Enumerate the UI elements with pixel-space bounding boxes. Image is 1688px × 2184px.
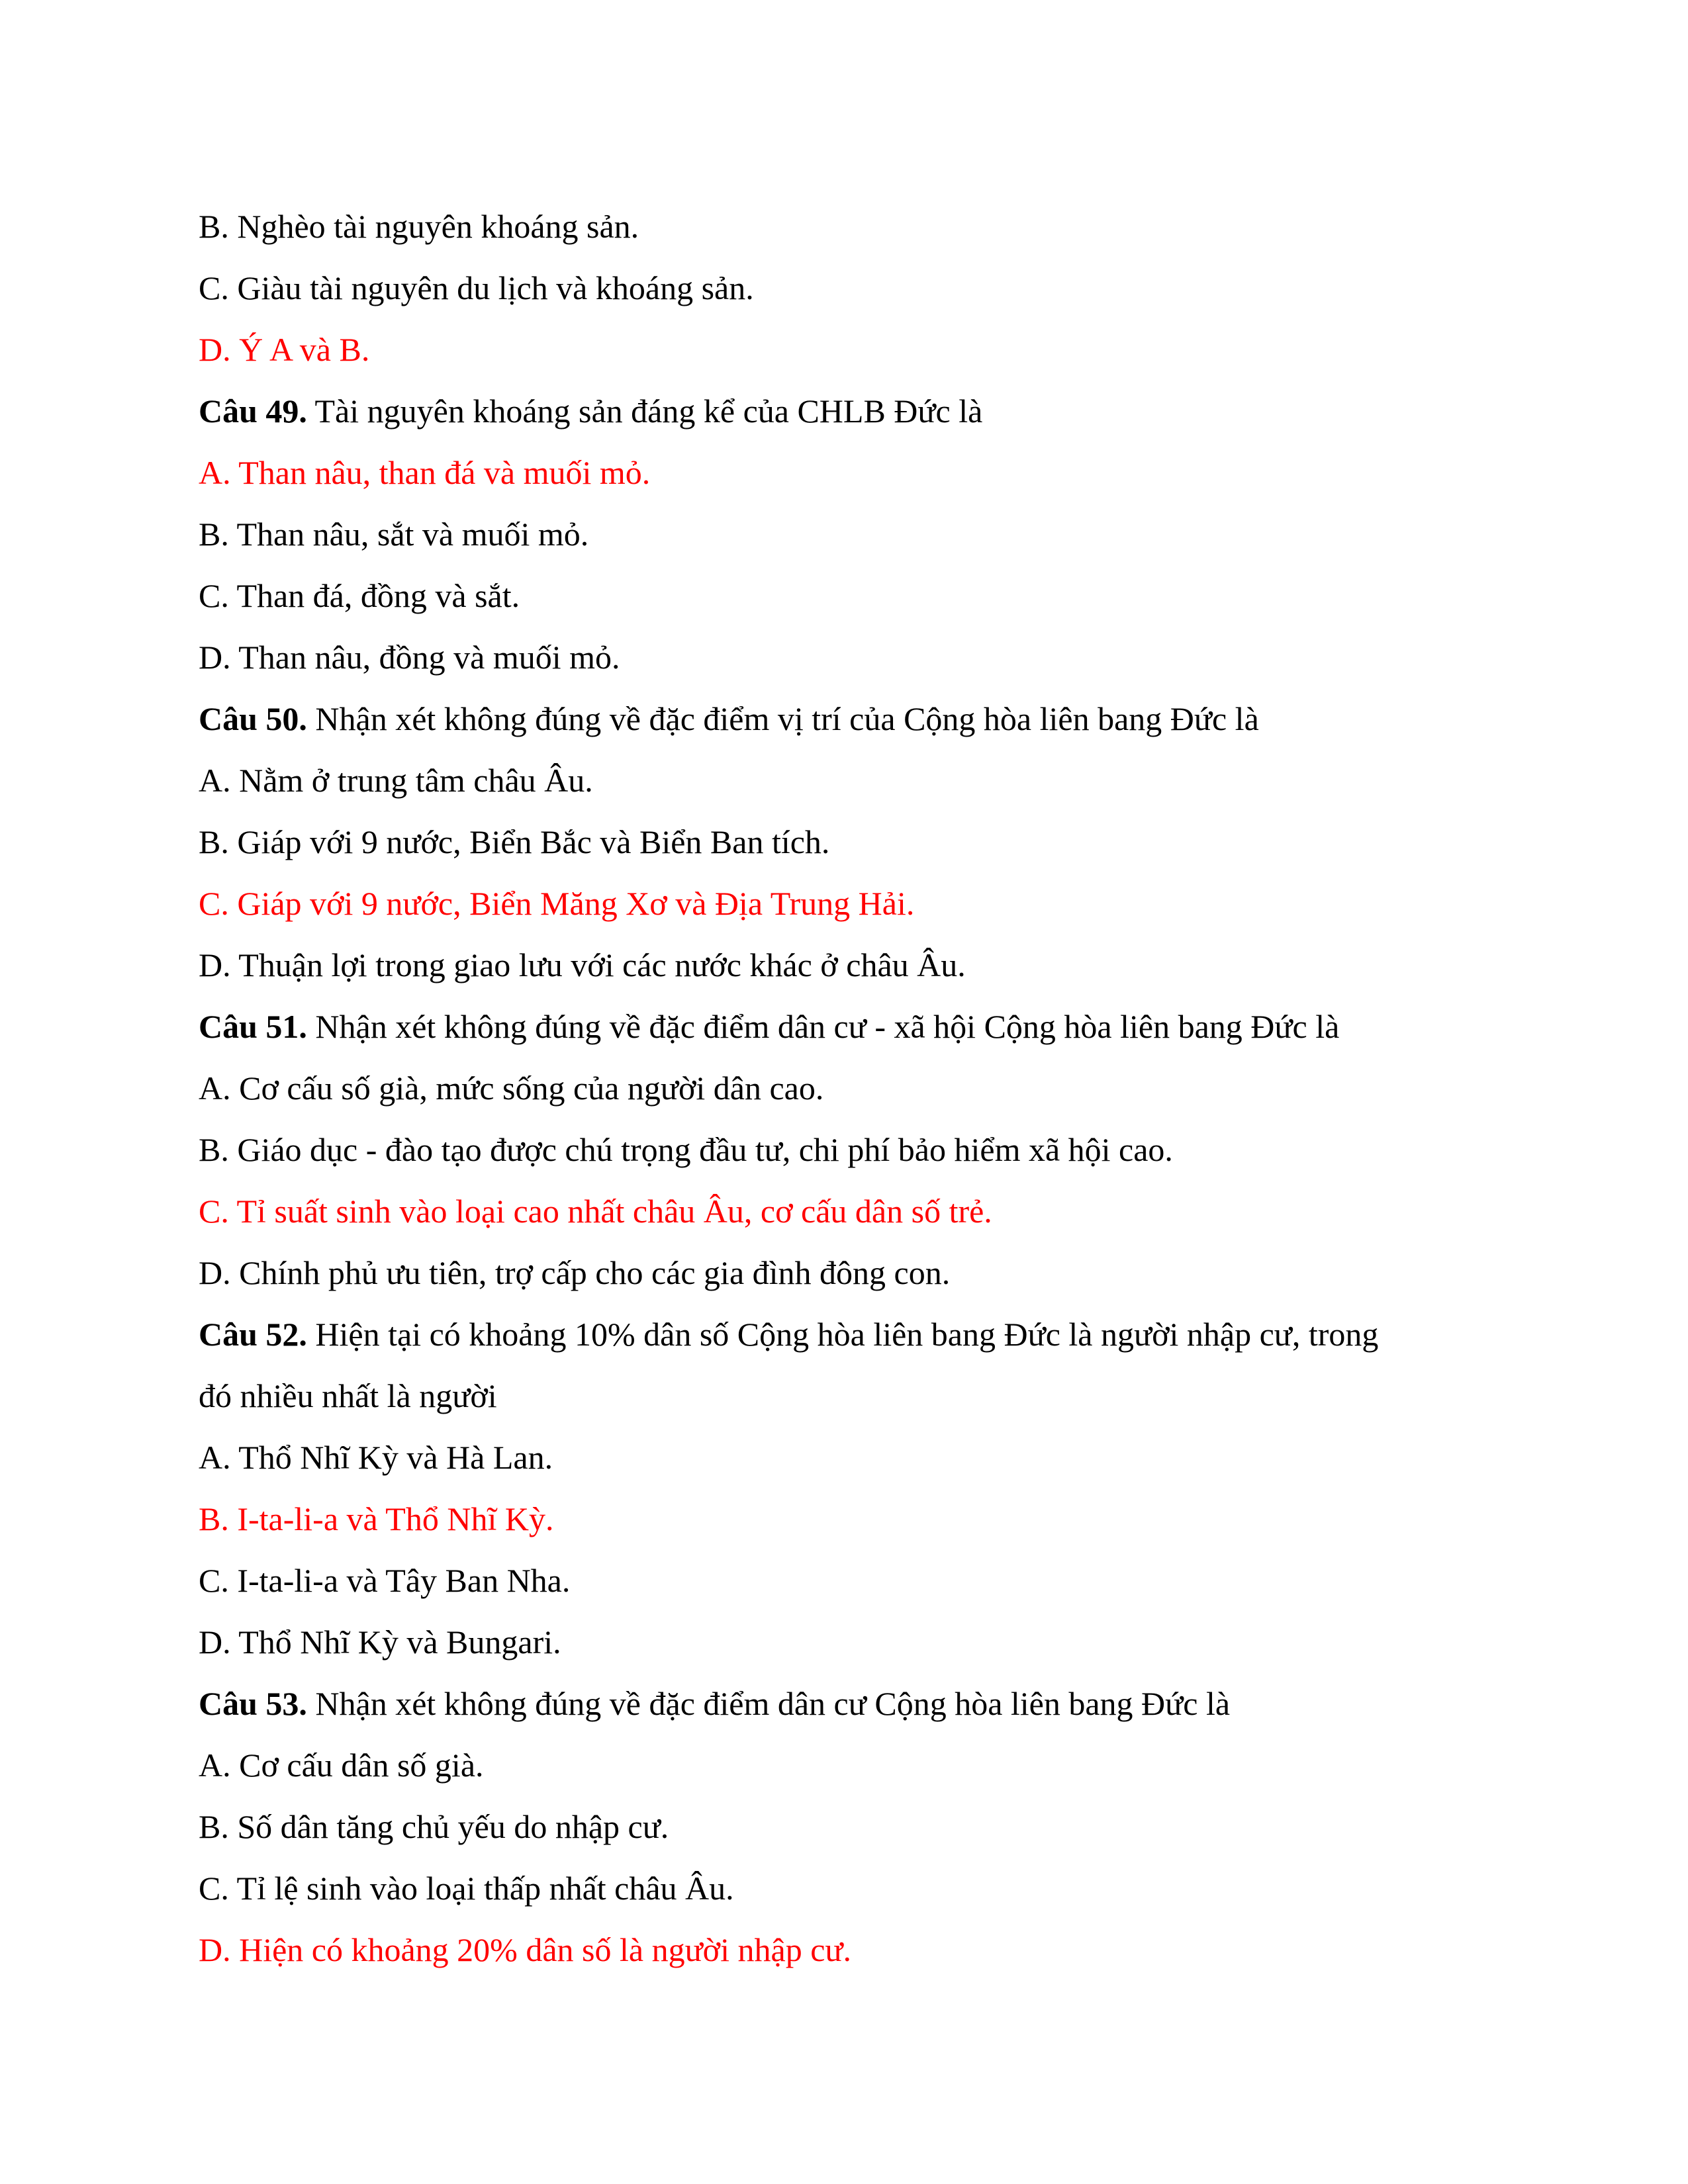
option-text: C. Giàu tài nguyên du lịch và khoáng sản. — [199, 269, 754, 306]
option-line — [199, 1858, 1523, 1919]
option-text: A. Thổ Nhĩ Kỳ và Hà Lan. — [199, 1439, 553, 1476]
option-line — [199, 565, 1523, 627]
question-text: Nhận xét không đúng về đặc điểm dân cư Cộng hòa liên bang Đức là — [306, 1685, 1231, 1722]
option-line — [199, 934, 1523, 996]
question-text: Hiện tại có khoảng 10% dân số Cộng hòa liên bang Đức là người nhập cư, trong — [306, 1316, 1379, 1353]
question-text: đó nhiều nhất là người — [199, 1377, 497, 1414]
option-text: D. Ý A và B. — [199, 331, 370, 368]
option-text: C. Tỉ suất sinh vào loại cao nhất châu Âu, cơ cấu dân số trẻ. — [199, 1193, 992, 1230]
option-text: C. I-ta-li-a và Tây Ban Nha. — [199, 1562, 571, 1599]
option-text: C. Tỉ lệ sinh vào loại thấp nhất châu Âu. — [199, 1870, 734, 1907]
option-line — [199, 750, 1523, 811]
option-line — [199, 257, 1523, 319]
option-text: B. Giáo dục - đào tạo được chú trọng đầu tư, chi phí bảo hiểm xã hội cao. — [199, 1131, 1173, 1168]
option-text: D. Than nâu, đồng và muối mỏ. — [199, 639, 620, 676]
option-line — [199, 1488, 1523, 1550]
option-line — [199, 811, 1523, 873]
option-line — [199, 1735, 1523, 1796]
question-number: Câu 49. — [199, 392, 307, 430]
option-text: A. Cơ cấu số già, mức sống của người dân cao. — [199, 1069, 824, 1107]
option-text: B. Số dân tăng chủ yếu do nhập cư. — [199, 1808, 669, 1845]
question-number: Câu 50. — [199, 700, 307, 737]
option-text: A. Cơ cấu dân số già. — [199, 1747, 484, 1784]
question-number: Câu 51. — [199, 1008, 307, 1045]
option-line — [199, 1427, 1523, 1488]
option-line — [199, 196, 1523, 257]
question-line — [199, 688, 1523, 750]
option-text: D. Chính phủ ưu tiên, trợ cấp cho các gia đình đông con. — [199, 1254, 951, 1291]
option-text: A. Nằm ở trung tâm châu Âu. — [199, 762, 593, 799]
option-line — [199, 319, 1523, 381]
question-text: Tài nguyên khoáng sản đáng kể của CHLB Đức là — [306, 392, 983, 430]
question-line — [199, 996, 1523, 1058]
option-text: A. Than nâu, than đá và muối mỏ. — [199, 454, 651, 491]
option-line — [199, 1919, 1523, 1981]
question-line — [199, 1673, 1523, 1735]
option-line — [199, 1796, 1523, 1858]
option-text: C. Than đá, đồng và sắt. — [199, 577, 520, 614]
option-text: D. Thổ Nhĩ Kỳ và Bungari. — [199, 1623, 561, 1661]
quiz-content — [199, 196, 1523, 1981]
option-text: B. Than nâu, sắt và muối mỏ. — [199, 516, 589, 553]
option-line — [199, 1242, 1523, 1304]
option-text: B. Giáp với 9 nước, Biển Bắc và Biển Ban tích. — [199, 823, 830, 860]
option-text: B. I-ta-li-a và Thổ Nhĩ Kỳ. — [199, 1500, 554, 1537]
question-text: Nhận xét không đúng về đặc điểm dân cư - xã hội Cộng hòa liên bang Đức là — [306, 1008, 1340, 1045]
option-line — [199, 1181, 1523, 1242]
option-line — [199, 442, 1523, 504]
question-text: Nhận xét không đúng về đặc điểm vị trí của Cộng hòa liên bang Đức là — [306, 700, 1259, 737]
option-line — [199, 1119, 1523, 1181]
question-number: Câu 52. — [199, 1316, 307, 1353]
question-continuation-line — [199, 1365, 1523, 1427]
option-line — [199, 1058, 1523, 1119]
option-line — [199, 1612, 1523, 1673]
option-line — [199, 627, 1523, 688]
question-number: Câu 53. — [199, 1685, 307, 1722]
option-line — [199, 1550, 1523, 1612]
question-line — [199, 1304, 1523, 1365]
option-text: D. Thuận lợi trong giao lưu với các nước khác ở châu Âu. — [199, 946, 966, 983]
option-text: B. Nghèo tài nguyên khoáng sản. — [199, 208, 639, 245]
option-text: D. Hiện có khoảng 20% dân số là người nhập cư. — [199, 1931, 851, 1968]
option-line — [199, 873, 1523, 934]
option-line — [199, 504, 1523, 565]
question-line — [199, 381, 1523, 442]
option-text: C. Giáp với 9 nước, Biển Măng Xơ và Địa Trung Hải. — [199, 885, 915, 922]
